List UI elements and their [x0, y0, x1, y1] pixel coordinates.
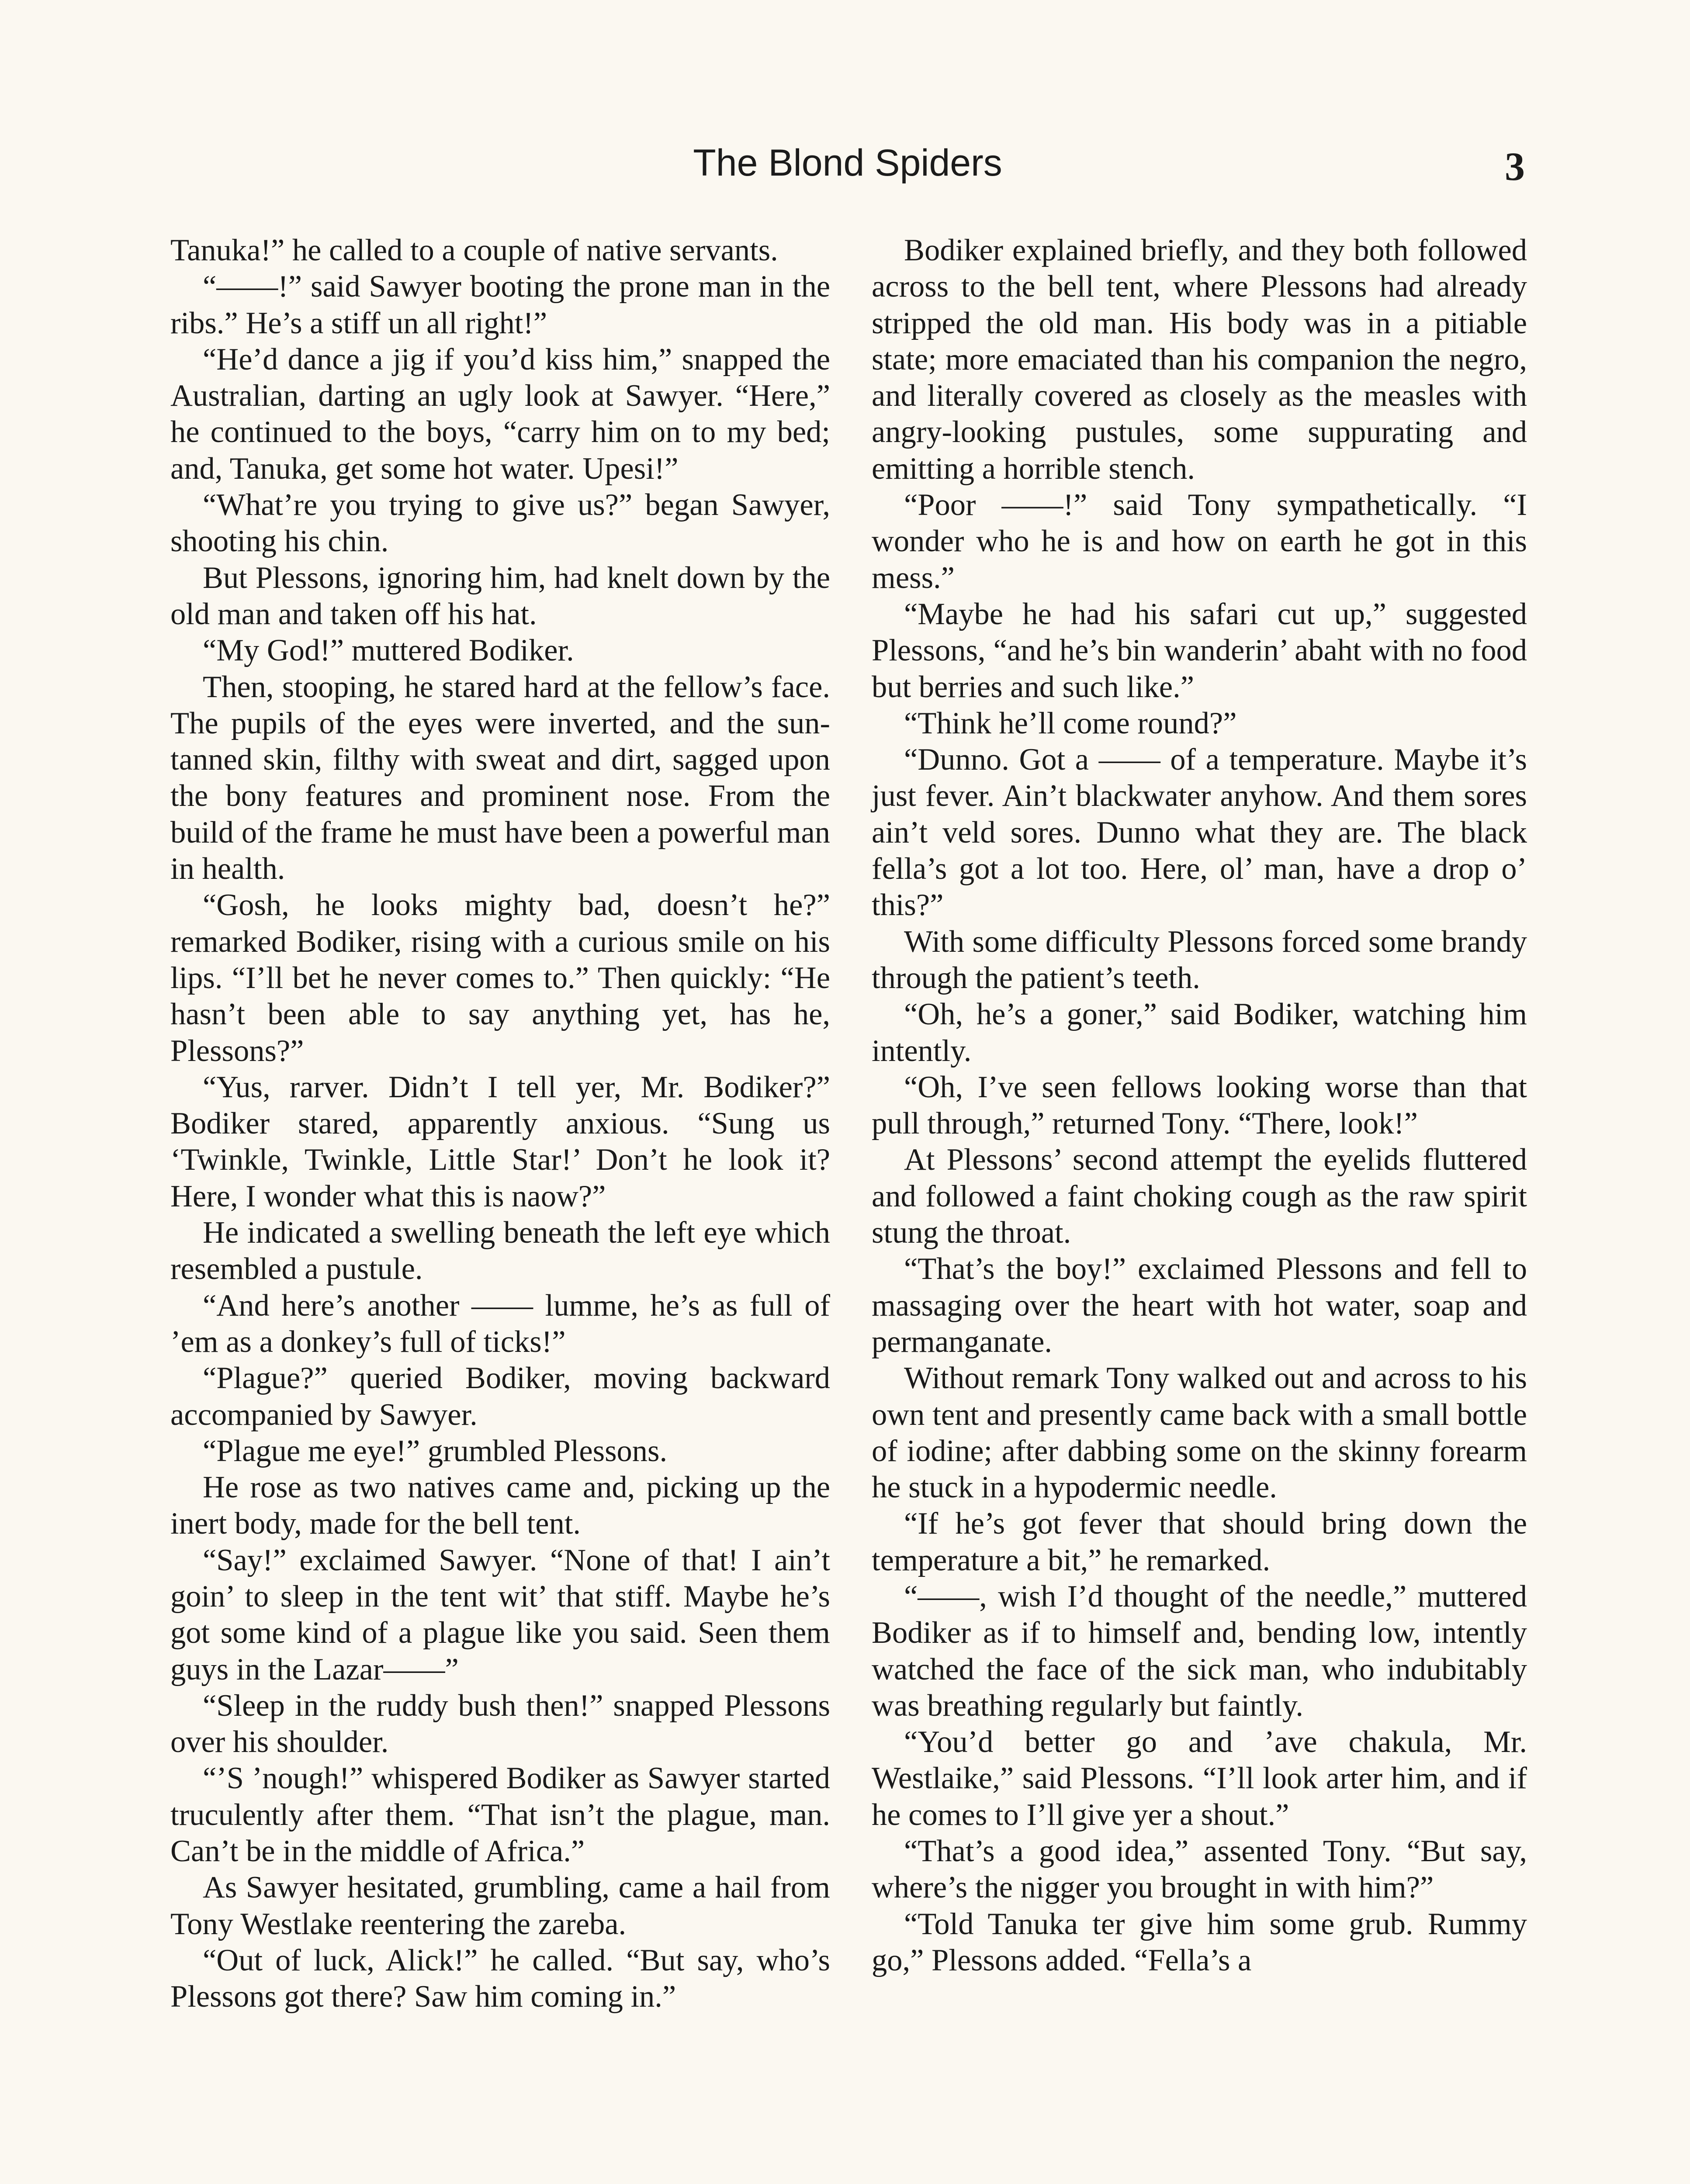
paragraph: “Dunno. Got a —— of a temperature. Maybe it’s just fever. Ain’t blackwater anyhow. And them sores ain’t veld sores. Dunno what they are. The black fella’s got a lot too. Here, ol’ man, have a drop o’ this?” [872, 743, 1527, 923]
paragraph: Bodiker explained briefly, and they both followed across to the bell tent, where Plessons had already stripped the old man. His body was in a pitiable state; more emaciated than his companion the negro, and literally covered as closely as the measles with angry-looking pustules, some suppurating and emitting a horrible stench. [872, 233, 1527, 486]
paragraph: Then, stooping, he stared hard at the fellow’s face. The pupils of the eyes were inverted, and the sun-tanned skin, filthy with sweat and dirt, sagged upon the bony features and prominent nose. From the build of the frame he must have been a powerful man in health. [170, 670, 830, 886]
paragraph: “What’re you trying to give us?” began Sawyer, shooting his chin. [170, 488, 830, 559]
paragraph: “Sleep in the ruddy bush then!” snapped Plessons over his shoulder. [170, 1688, 830, 1759]
paragraph: “You’d better go and ’ave chakula, Mr. Westlaike,” said Plessons. “I’ll look arter him, and if he comes to I’ll give yer a shout.” [872, 1725, 1527, 1832]
right-column [872, 232, 1527, 1979]
paragraph: With some difficulty Plessons forced some brandy through the patient’s teeth. [872, 924, 1527, 995]
paragraph: “Out of luck, Alick!” he called. “But say, who’s Plessons got there? Saw him coming in.” [170, 1943, 830, 2014]
paragraph: “Maybe he had his safari cut up,” suggested Plessons, “and he’s bin wanderin’ abaht with no food but berries and such like.” [872, 597, 1527, 704]
paragraph: “He’d dance a jig if you’d kiss him,” snapped the Australian, darting an ugly look at Sawyer. “Here,” he continued to the boys, “carry him on to my bed; and, Tanuka, get some hot water. Upesi!” [170, 342, 830, 486]
paragraph: “And here’s another —— lumme, he’s as full of ’em as a donkey’s full of ticks!” [170, 1288, 830, 1359]
paragraph: Tanuka!” he called to a couple of native servants. [170, 233, 778, 267]
paragraph: “Told Tanuka ter give him some grub. Rummy go,” Plessons added. “Fella’s a [872, 1907, 1527, 1977]
paragraph: “Yus, rarver. Didn’t I tell yer, Mr. Bodiker?” Bodiker stared, apparently anxious. “Sung us ‘Twinkle, Twinkle, Little Star!’ Don’t he look it? Here, I wonder what this is naow?” [170, 1070, 830, 1213]
paragraph: As Sawyer hesitated, grumbling, came a hail from Tony Westlake reentering the zareba. [170, 1870, 830, 1941]
page-number: 3 [1505, 144, 1525, 189]
paragraph: “Oh, he’s a goner,” said Bodiker, watching him intently. [872, 997, 1527, 1068]
running-title: The Blond Spiders [693, 142, 1002, 184]
paragraph: Without remark Tony walked out and across to his own tent and presently came back with a small bottle of iodine; after dabbing some on the skinny forearm he stuck in a hypodermic needle. [872, 1361, 1527, 1505]
paragraph: “Oh, I’ve seen fellows looking worse than that pull through,” returned Tony. “There, look!” [872, 1070, 1527, 1141]
paragraph: He indicated a swelling beneath the left eye which resembled a pustule. [170, 1216, 830, 1286]
paragraph: “If he’s got fever that should bring down the temperature a bit,” he remarked. [872, 1507, 1527, 1577]
paragraph: “’S ’nough!” whispered Bodiker as Sawyer started truculently after them. “That isn’t the plague, man. Can’t be in the middle of Africa.” [170, 1761, 830, 1869]
paragraph: “——, wish I’d thought of the needle,” muttered Bodiker as if to himself and, bending low, intently watched the face of the sick man, who indubitably was breathing regularly but faintly. [872, 1579, 1527, 1723]
paragraph: “That’s the boy!” exclaimed Plessons and fell to massaging over the heart with hot water, soap and permanganate. [872, 1252, 1527, 1359]
left-column [170, 232, 830, 2015]
paragraph: “Gosh, he looks mighty bad, doesn’t he?” remarked Bodiker, rising with a curious smile on his lips. “I’ll bet he never comes to.” Then quickly: “He hasn’t been able to say anything yet, has he, Plessons?” [170, 888, 830, 1068]
paragraph: At Plessons’ second attempt the eyelids fluttered and followed a faint choking cough as the raw spirit stung the throat. [872, 1143, 1527, 1250]
page-header [170, 139, 1525, 196]
paragraph: “My God!” muttered Bodiker. [203, 633, 574, 668]
paragraph: But Plessons, ignoring him, had knelt down by the old man and taken off his hat. [170, 560, 830, 631]
paragraph: “Say!” exclaimed Sawyer. “None of that! I ain’t goin’ to sleep in the tent wit’ that stiff. Maybe he’s got some kind of a plague like you said. Seen them guys in the Lazar——” [170, 1543, 830, 1686]
paragraph: He rose as two natives came and, picking up the inert body, made for the bell tent. [170, 1470, 830, 1541]
paragraph: “Plague me eye!” grumbled Plessons. [203, 1434, 668, 1468]
paragraph: “Plague?” queried Bodiker, moving backward accompanied by Sawyer. [170, 1361, 830, 1432]
paragraph: “Poor ——!” said Tony sympathetically. “I wonder who he is and how on earth he got in this mess.” [872, 488, 1527, 595]
paragraph: “That’s a good idea,” assented Tony. “But say, where’s the nigger you brought in with him?” [872, 1834, 1527, 1905]
paragraph: “——!” said Sawyer booting the prone man in the ribs.” He’s a stiff un all right!” [170, 270, 830, 340]
paragraph: “Think he’ll come round?” [904, 706, 1237, 740]
